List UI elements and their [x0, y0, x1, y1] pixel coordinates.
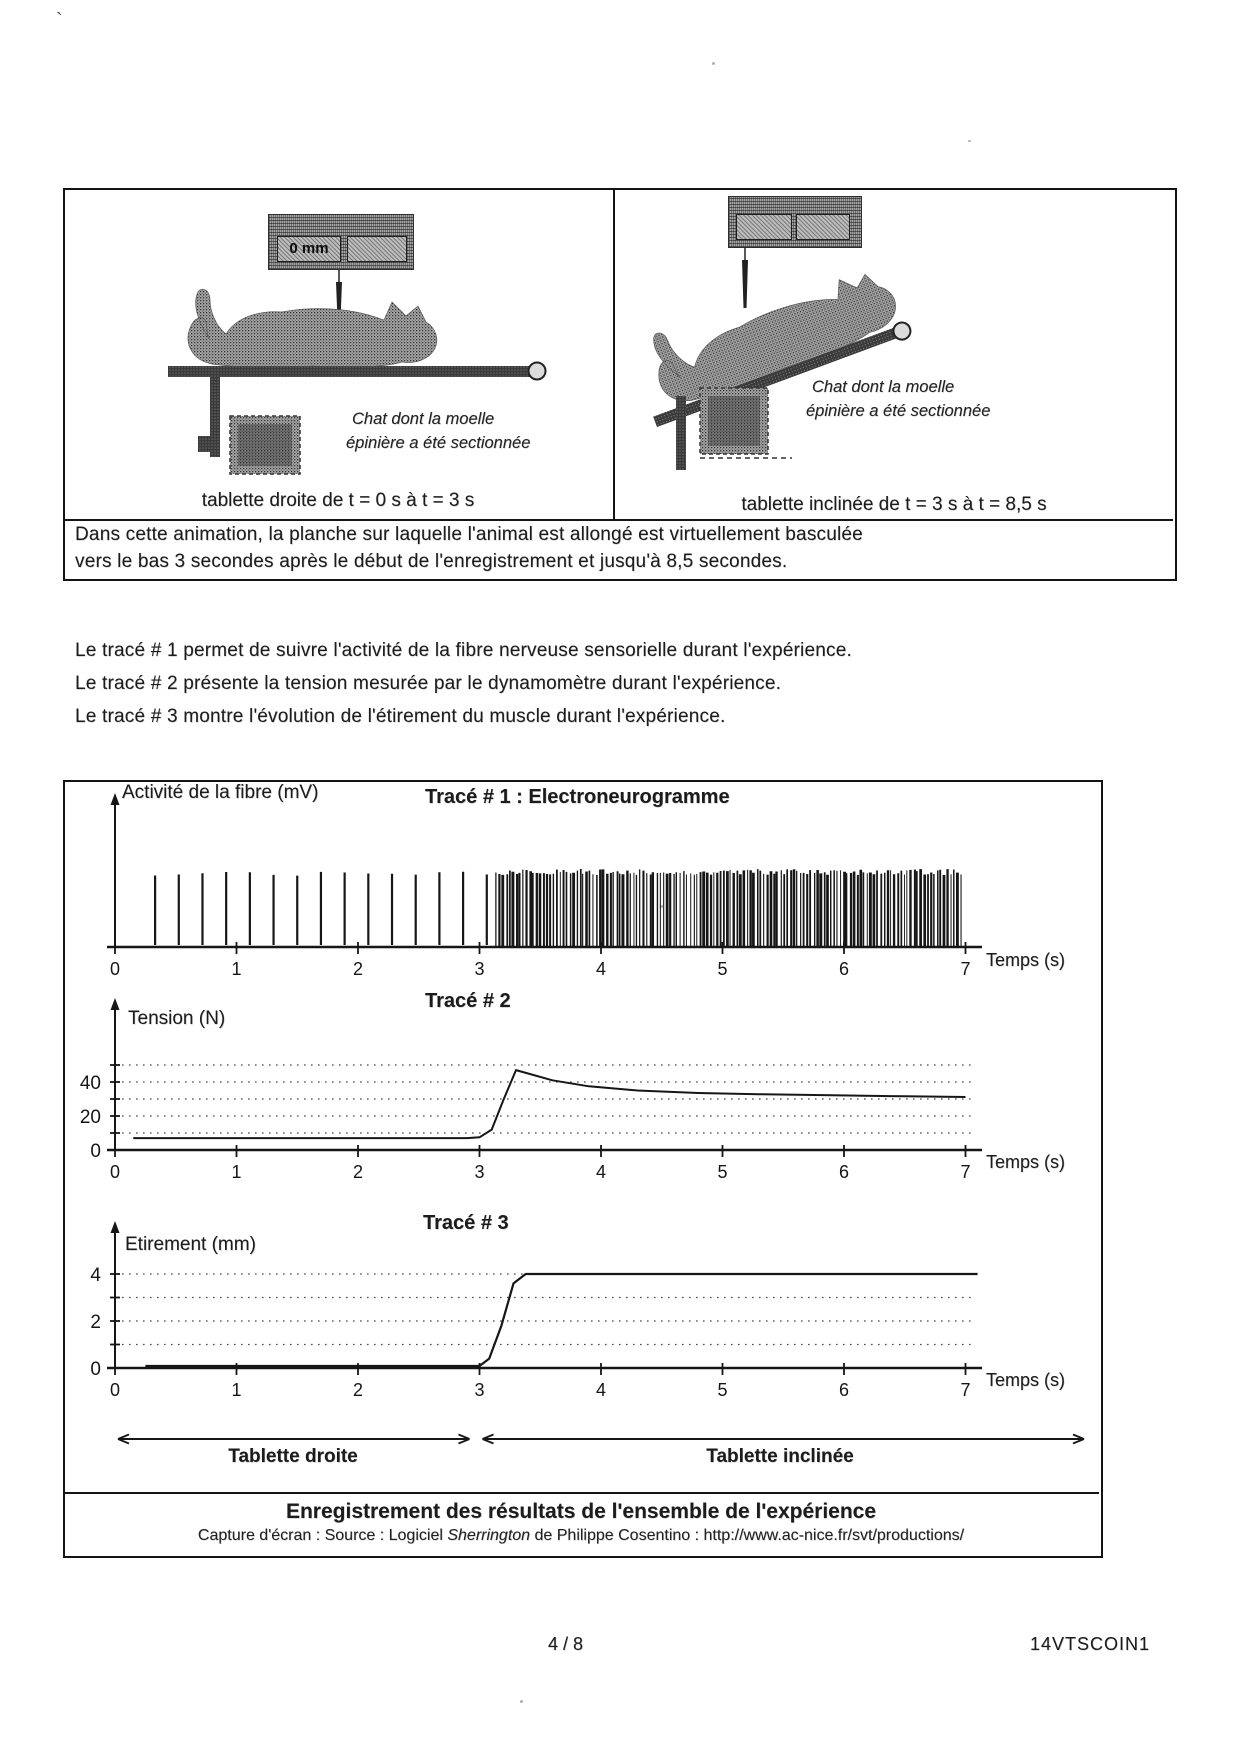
x-tick-label: 4 — [595, 1380, 607, 1400]
tablette-inclinee-label: Tablette inclinée — [706, 1446, 854, 1467]
x-tick-label: 1 — [231, 1380, 242, 1400]
x-tick-label: 6 — [838, 1380, 850, 1400]
trace3-xlabel: Temps (s) — [986, 1370, 1066, 1390]
x-tick-label: 2 — [352, 1380, 364, 1400]
y-tick-label: 20 — [79, 1107, 101, 1128]
x-tick-label: 7 — [960, 1162, 971, 1182]
data-curve — [145, 1274, 977, 1366]
trace1-xlabel: Temps (s) — [986, 950, 1066, 970]
cat-flat — [188, 289, 437, 368]
y-tick-label: 0 — [90, 1359, 101, 1380]
y-tick-label: 4 — [90, 1265, 101, 1286]
data-curve — [133, 1070, 965, 1138]
y-tick-label: 0 — [90, 1141, 101, 1162]
x-tick-label: 1 — [231, 959, 242, 979]
cat-caption-line2: épinière a été sectionnée — [346, 434, 531, 452]
y-tick-label: 40 — [79, 1073, 101, 1094]
traces-plot-svg — [65, 782, 1101, 1556]
trace2-title: Tracé # 2 — [425, 990, 511, 1012]
measurement-display-right — [728, 196, 862, 248]
trace1-title: Tracé # 1 : Electroneurogramme — [425, 786, 730, 808]
source-prefix: Capture d'écran : Source : Logiciel — [197, 1527, 448, 1544]
x-tick-label: 5 — [717, 1162, 728, 1182]
x-tick-label: 5 — [717, 1380, 728, 1400]
y-tick-label: 2 — [90, 1312, 101, 1333]
x-tick-label: 6 — [838, 1162, 850, 1182]
trace2-ylabel: Tension (N) — [128, 1008, 226, 1029]
x-tick-label: 6 — [838, 959, 850, 979]
trace1-ylabel: Activité de la fibre (mV) — [122, 782, 319, 803]
x-tick-label: 3 — [474, 959, 485, 979]
source-suffix: de Philippe Cosentino : http://www.ac-nice.fr/svt/productions/ — [530, 1527, 965, 1544]
scan-speck — [520, 1700, 523, 1703]
table-pivot — [529, 363, 546, 380]
results-figure-box — [63, 780, 1103, 1558]
x-tick-label: 7 — [960, 959, 971, 979]
cat-caption-line1: Chat dont la moelle — [812, 378, 955, 396]
cat-experiment-illustration — [63, 188, 1173, 519]
spike-train — [155, 869, 961, 946]
figure-caption-title: Enregistrement des résultats de l'ensemble de l'expérience — [285, 1500, 877, 1523]
right-scene — [627, 246, 913, 470]
note-box-border — [63, 519, 1173, 521]
y-axis-arrow — [111, 998, 120, 1010]
x-tick-label: 7 — [960, 1380, 971, 1400]
figure-caption-strip — [63, 1492, 1099, 1556]
figure-caption-source — [63, 1527, 1099, 1545]
scan-speck — [712, 62, 715, 65]
x-tick-label: 0 — [109, 1162, 121, 1182]
document-code: 14VTSCOIN1 — [1030, 1634, 1151, 1654]
x-tick-label: 0 — [109, 959, 121, 979]
page-number: 4 / 8 — [548, 1634, 584, 1654]
animation-note-line2: vers le bas 3 secondes après le début de l'enregistrement et jusqu'à 8,5 secondes. — [75, 551, 788, 572]
cat-caption-line1: Chat dont la moelle — [352, 410, 495, 428]
intro-line-3: Le tracé # 3 montre l'évolution de l'étirement du muscle durant l'expérience. — [75, 706, 726, 727]
scan-artifact-tick: ` — [56, 10, 63, 32]
y-axis-arrow — [111, 793, 120, 805]
scan-speck — [968, 140, 971, 142]
trace2-xlabel: Temps (s) — [986, 1152, 1066, 1172]
left-panel-caption: tablette droite de t = 0 s à t = 3 s — [201, 490, 475, 511]
x-tick-label: 4 — [595, 959, 607, 979]
y-axis-arrow — [111, 1221, 120, 1233]
display-right-window — [347, 236, 407, 262]
flat-table — [168, 366, 530, 377]
x-tick-label: 3 — [474, 1380, 485, 1400]
tablette-arrows — [118, 1435, 1084, 1444]
animation-note-line1: Dans cette animation, la planche sur laquelle l'animal est allongé est virtuellement basculée — [75, 524, 863, 545]
intro-line-1: Le tracé # 1 permet de suivre l'activité de la fibre nerveuse sensorielle durant l'expérience. — [75, 640, 852, 661]
display-right-window — [796, 214, 850, 240]
trace3-title: Tracé # 3 — [423, 1212, 509, 1234]
display-mm-window — [736, 214, 792, 240]
table-support — [676, 396, 686, 470]
cat-caption-line2: épinière a été sectionnée — [806, 402, 991, 420]
trace3-ylabel: Etirement (mm) — [125, 1234, 256, 1255]
x-tick-label: 2 — [352, 959, 364, 979]
measurement-display-left — [268, 214, 414, 270]
electrode-needle — [742, 260, 748, 308]
x-tick-label: 1 — [231, 1162, 242, 1182]
x-tick-label: 3 — [474, 1162, 485, 1182]
right-panel-caption: tablette inclinée de t = 3 s à t = 8,5 s — [741, 494, 1047, 515]
x-tick-label: 2 — [352, 1162, 364, 1182]
intro-line-2: Le tracé # 2 présente la tension mesurée par le dynamomètre durant l'expérience. — [75, 673, 782, 694]
display-mm-value: 0 mm — [289, 240, 329, 257]
x-tick-label: 4 — [595, 1162, 607, 1182]
trace1-plot — [107, 793, 982, 979]
display-mm-window — [277, 236, 341, 262]
x-tick-label: 5 — [717, 959, 728, 979]
tablette-droite-label: Tablette droite — [228, 1446, 358, 1467]
x-tick-label: 0 — [109, 1380, 121, 1400]
source-software-name: Sherrington — [447, 1527, 531, 1544]
